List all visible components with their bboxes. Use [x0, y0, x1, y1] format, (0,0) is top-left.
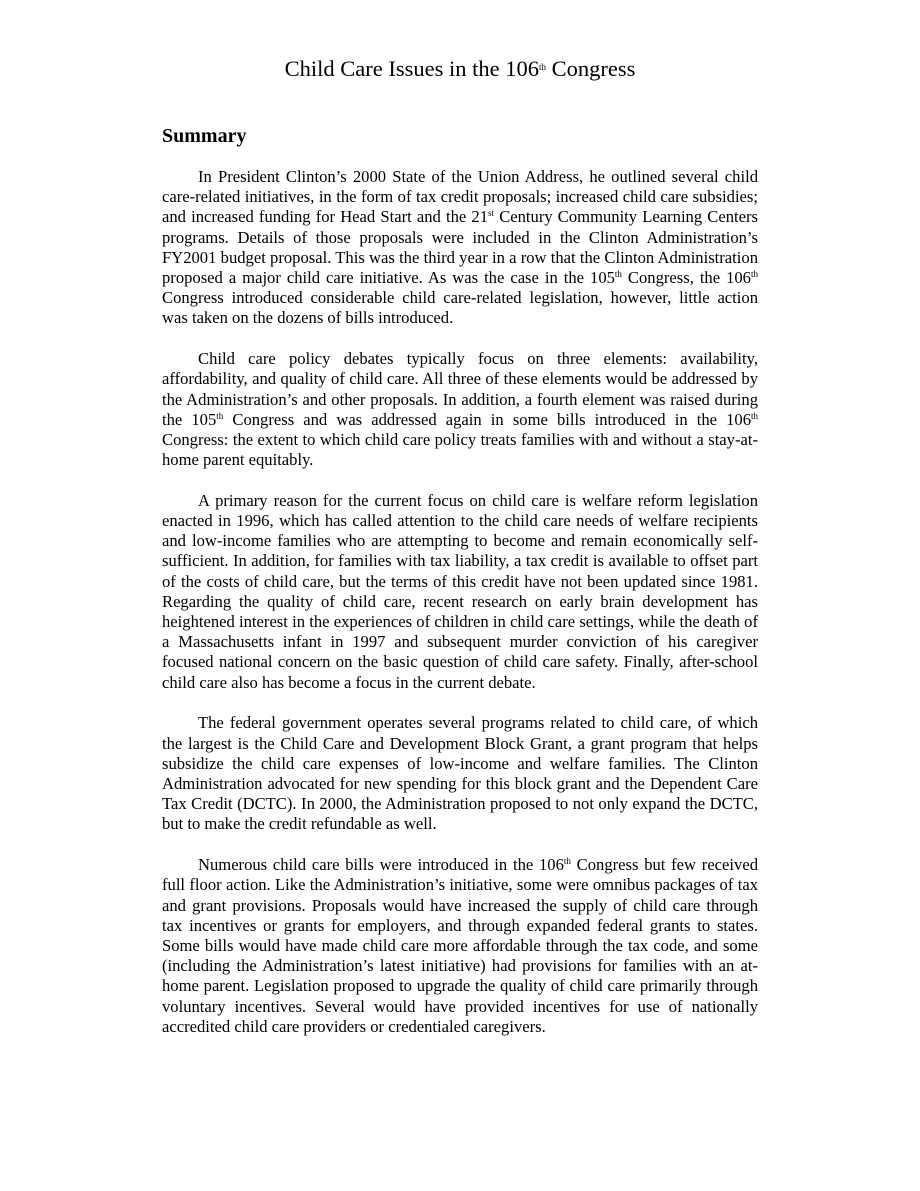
summary-paragraph: [162, 491, 758, 693]
paragraph-text: Congress and was addressed again in some bills introduced in the 106: [223, 409, 751, 429]
document-title: [0, 54, 920, 84]
summary-paragraph: [162, 167, 758, 329]
section-heading-summary: Summary: [162, 125, 247, 147]
paragraph-text: The federal government operates several programs related to child care, of which the largest is the Child Care and Development Block Grant, a grant program that helps subsidize the child care expenses of low-income and welfare families. The Clinton Administration advocated for new spending for this block grant and the Dependent Care Tax Credit (DCTC). In 2000, the Administration proposed to not only expand the DCTC, but to make the credit refundable as well.: [162, 713, 758, 834]
paragraph-text: Child care policy debates typically focus on three elements: availability, affordability, and quality of child care. All three of these elements would be addressed by the Administration’s and other proposals. In addition, a fourth element was raised during the 105: [162, 349, 758, 429]
paragraph-text: Congress: the extent to which child care policy treats families with and without a stay-at-home parent equitably.: [162, 429, 758, 470]
summary-paragraph: [162, 713, 758, 834]
paragraph-text: Century Community Learning Centers programs. Details of those proposals were included in the Clinton Administration’s FY2001 budget proposal. This was the third year in a row that the Clinton Administration proposed a major child care initiative. As was the case in the 105: [162, 207, 758, 288]
ordinal-suffix: th: [563, 856, 571, 867]
summary-body: [162, 167, 758, 1057]
paragraph-text: Congress but few received full floor action. Like the Administration’s initiative, some were omnibus packages of tax and grant provisions. Proposals would have increased the supply of child care through tax incentives or grants for employers, and through expanded federal grants to states. Some bills would have made child care more affordable through the tax code, and some (including the Administration’s latest initiative) had provisions for families with an at-home parent. Legislation proposed to upgrade the quality of child care primarily through voluntary incentives. Several would have provided incentives for use of nationally accredited child care providers or credentialed caregivers.: [162, 855, 758, 1036]
title-ordinal-suffix: th: [538, 62, 546, 72]
ordinal-suffix: th: [750, 269, 758, 280]
paragraph-text: A primary reason for the current focus on child care is welfare reform legislation enacted in 1996, which has called attention to the child care needs of welfare recipients and low-income families who are attempting to become and remain economically self-sufficient. In addition, for families with tax liability, a tax credit is available to offset part of the costs of child care, but the terms of this credit have not been updated since 1981. Regarding the quality of child care, recent research on early brain development has heightened interest in the experiences of children in child care settings, while the death of a Massachusetts infant in 1997 and subsequent murder conviction of his caregiver focused national concern on the basic question of child care safety. Finally, after-school child care also has become a focus in the current debate.: [162, 490, 758, 692]
summary-paragraph: [162, 349, 758, 470]
ordinal-suffix: th: [751, 410, 759, 421]
paragraph-text: Numerous child care bills were introduced in the 106: [198, 855, 564, 875]
paragraph-text: In President Clinton’s 2000 State of the Union Address, he outlined several child care-related initiatives, in the form of tax credit proposals; increased child care subsidies; and increased funding for Head Start and the 21: [162, 167, 758, 227]
summary-paragraph: [162, 855, 758, 1037]
ordinal-suffix: st: [488, 208, 495, 219]
title-text-end: Congress: [546, 56, 636, 81]
ordinal-suffix: th: [614, 269, 622, 280]
ordinal-suffix: th: [216, 410, 224, 421]
title-text: Child Care Issues in the 106: [284, 56, 539, 81]
paragraph-text: Congress, the 106: [621, 268, 751, 288]
paragraph-text: Congress introduced considerable child care-related legislation, however, little action was taken on the dozens of bills introduced.: [162, 288, 758, 328]
